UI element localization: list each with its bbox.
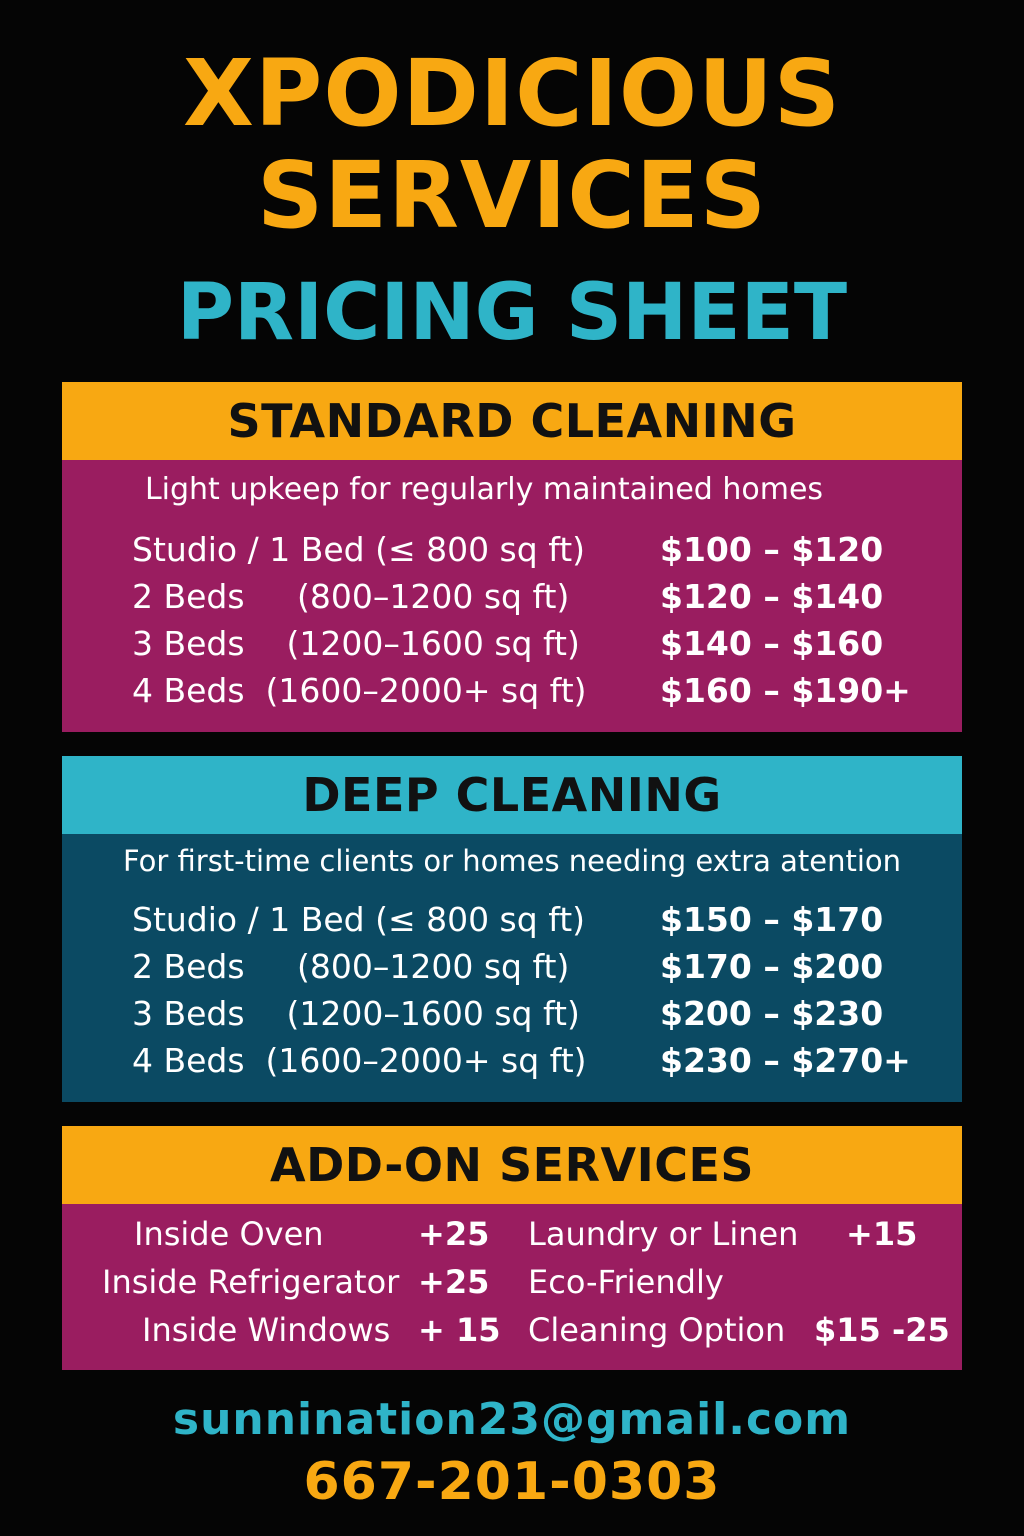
standard-row-price: $100 – $120 <box>660 530 884 569</box>
standard-row <box>132 573 922 620</box>
deep-row-price: $230 – $270+ <box>660 1041 911 1080</box>
addon-name: Laundry or Linen <box>528 1215 799 1253</box>
standard-row-price: $140 – $160 <box>660 624 884 663</box>
deep-row-size: Studio / 1 Bed (≤ 800 sq ft) <box>132 900 586 939</box>
addon-services-body <box>62 1204 962 1370</box>
contact-email[interactable]: sunnination23@gmail.com <box>172 1394 852 1445</box>
standard-cleaning-title: STANDARD CLEANING <box>227 394 797 448</box>
standard-row-size: 3 Beds (1200–1600 sq ft) <box>132 624 580 663</box>
title-line-2: SERVICES <box>256 142 767 249</box>
standard-row-price: $160 – $190+ <box>660 671 911 710</box>
deep-row <box>132 943 922 990</box>
deep-row-price: $200 – $230 <box>660 994 884 1033</box>
addon-price: +25 <box>418 1215 490 1253</box>
addon-name: Inside Refrigerator <box>102 1263 400 1301</box>
title-line-1: XPODICIOUS <box>182 40 842 147</box>
page-subtitle: PRICING SHEET <box>176 268 848 358</box>
addon-item <box>62 1258 502 1306</box>
addon-name: Inside Oven <box>134 1215 324 1253</box>
standard-row-size: Studio / 1 Bed (≤ 800 sq ft) <box>132 530 586 569</box>
addon-name: Eco-Friendly <box>528 1263 724 1301</box>
addon-item <box>528 1306 948 1354</box>
addon-item <box>62 1306 502 1354</box>
standard-cleaning-header <box>62 382 962 460</box>
standard-row <box>132 526 922 573</box>
addon-item <box>62 1210 502 1258</box>
standard-row <box>132 620 922 667</box>
addon-price: +25 <box>418 1263 490 1301</box>
standard-cleaning-description: Light upkeep for regularly maintained homes <box>144 472 824 507</box>
contact-phone[interactable]: 667-201-0303 <box>303 1452 721 1512</box>
deep-row <box>132 990 922 1037</box>
deep-row <box>132 896 922 943</box>
deep-row-size: 3 Beds (1200–1600 sq ft) <box>132 994 580 1033</box>
deep-row-price: $150 – $170 <box>660 900 884 939</box>
addon-name: Inside Windows <box>142 1311 391 1349</box>
addon-services-title: ADD-ON SERVICES <box>269 1138 755 1192</box>
standard-row <box>132 667 922 714</box>
deep-row <box>132 1037 922 1084</box>
standard-cleaning-body <box>62 460 962 732</box>
addon-item <box>528 1258 948 1306</box>
addon-price: $15 -25 <box>814 1311 950 1349</box>
deep-cleaning-body <box>62 834 962 1102</box>
deep-cleaning-header <box>62 756 962 834</box>
deep-row-size: 2 Beds (800–1200 sq ft) <box>132 947 570 986</box>
addon-services-header <box>62 1126 962 1204</box>
standard-row-size: 2 Beds (800–1200 sq ft) <box>132 577 570 616</box>
addon-price: + 15 <box>418 1311 501 1349</box>
addon-name: Cleaning Option <box>528 1311 786 1349</box>
deep-row-size: 4 Beds (1600–2000+ sq ft) <box>132 1041 587 1080</box>
deep-row-price: $170 – $200 <box>660 947 884 986</box>
addon-item <box>528 1210 948 1258</box>
deep-cleaning-title: DEEP CLEANING <box>302 768 722 822</box>
standard-row-price: $120 – $140 <box>660 577 884 616</box>
standard-row-size: 4 Beds (1600–2000+ sq ft) <box>132 671 587 710</box>
addon-price: +15 <box>846 1215 918 1253</box>
deep-cleaning-description: For first-time clients or homes needing extra atention <box>122 844 902 878</box>
